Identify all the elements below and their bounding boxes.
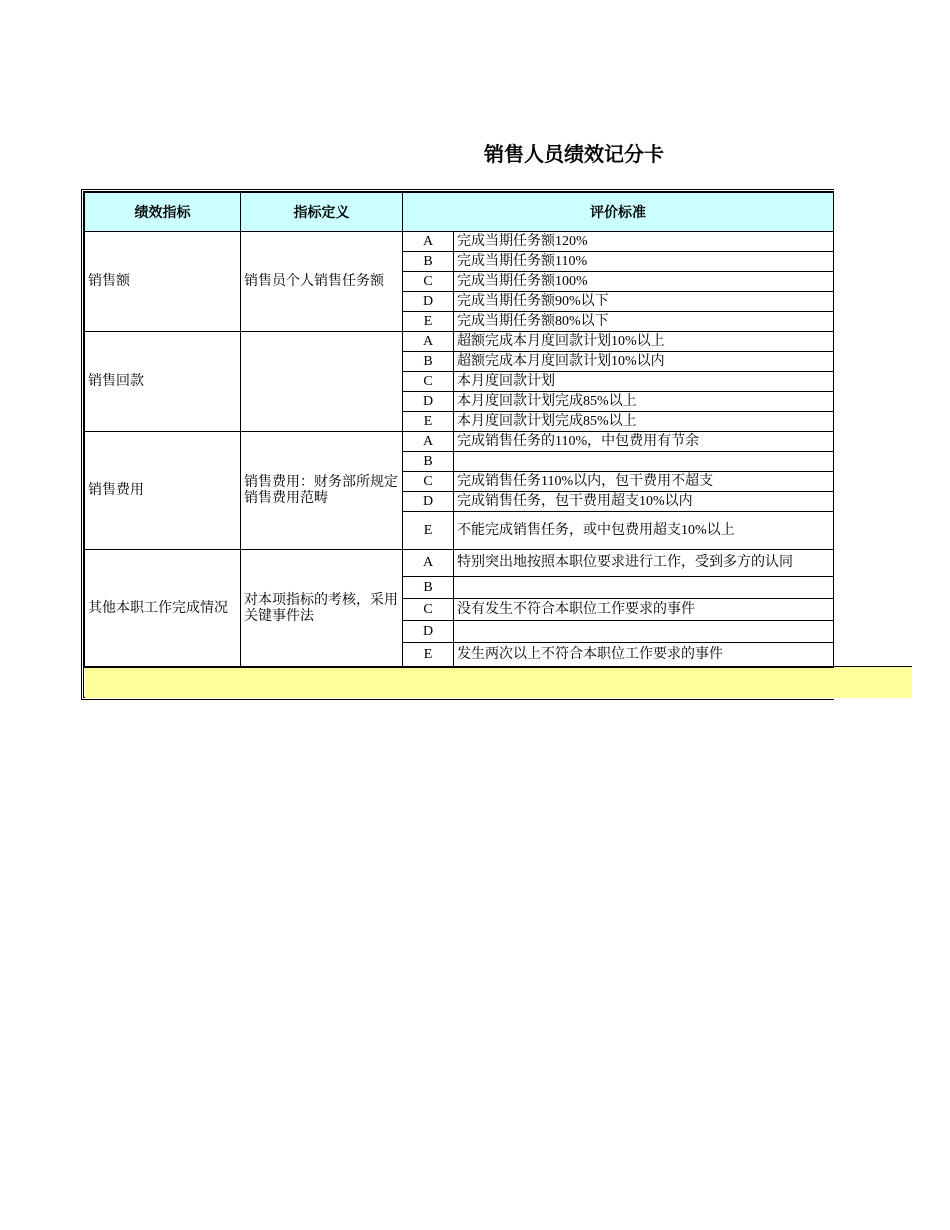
criteria-cell: 完成销售任务110%以内，包干费用不超支 [454,472,834,492]
header-definition: 指标定义 [241,193,403,232]
definition-cell: 销售员个人销售任务额 [241,232,403,332]
criteria-cell: 不能完成销售任务，或中包费用超支10%以上 [454,512,834,550]
criteria-cell: 完成销售任务，包干费用超支10%以内 [454,492,834,512]
criteria-cell [454,452,834,472]
criteria-cell: 完成销售任务的110%，中包费用有节余 [454,432,834,452]
criteria-cell: 完成当期任务额110% [454,252,834,272]
indicator-cell: 销售额 [85,232,241,332]
header-row [85,193,834,232]
indicator-cell: 销售回款 [85,332,241,432]
grade-cell: B [403,352,454,372]
indicator-cell: 其他本职工作完成情况 [85,550,241,668]
summary-row [85,666,912,698]
grade-cell: A [403,432,454,452]
criteria-cell: 本月度回款计划 [454,372,834,392]
criteria-cell: 本月度回款计划完成85%以上 [454,412,834,432]
grade-cell: C [403,472,454,492]
definition-cell: 对本项指标的考核，采用关键事件法 [241,550,403,668]
criteria-cell: 特别突出地按照本职位要求进行工作，受到多方的认同 [454,550,834,577]
grade-cell: B [403,252,454,272]
grade-cell: B [403,452,454,472]
criteria-cell: 超额完成本月度回款计划10%以内 [454,352,834,372]
grade-cell: C [403,272,454,292]
grade-cell: C [403,372,454,392]
header-criteria: 评价标准 [403,193,834,232]
definition-cell [241,332,403,432]
grade-cell: E [403,512,454,550]
criteria-cell: 完成当期任务额90%以下 [454,292,834,312]
grade-cell: A [403,550,454,577]
table-row [85,332,834,352]
table-body [85,232,834,668]
criteria-cell [454,577,834,599]
criteria-cell: 超额完成本月度回款计划10%以上 [454,332,834,352]
grade-cell: D [403,492,454,512]
table-row [85,550,834,577]
criteria-cell: 没有发生不符合本职位工作要求的事件 [454,599,834,621]
criteria-cell: 本月度回款计划完成85%以上 [454,392,834,412]
grade-cell: A [403,332,454,352]
grade-cell: A [403,232,454,252]
grade-cell: D [403,621,454,643]
table-row [85,432,834,452]
definition-cell: 销售费用：财务部所规定销售费用范畴 [241,432,403,550]
grade-cell: E [403,312,454,332]
criteria-cell: 发生两次以上不符合本职位工作要求的事件 [454,643,834,668]
grade-cell: D [403,392,454,412]
criteria-cell: 完成当期任务额100% [454,272,834,292]
grade-cell: D [403,292,454,312]
grade-cell: E [403,643,454,668]
criteria-cell: 完成当期任务额80%以下 [454,312,834,332]
indicator-cell: 销售费用 [85,432,241,550]
criteria-cell: 完成当期任务额120% [454,232,834,252]
table-row [85,232,834,252]
header-indicator: 绩效指标 [85,193,241,232]
grade-cell: B [403,577,454,599]
grade-cell: C [403,599,454,621]
scorecard-table [84,192,834,668]
grade-cell: E [403,412,454,432]
page-title: 销售人员绩效记分卡 [484,144,664,166]
criteria-cell [454,621,834,643]
